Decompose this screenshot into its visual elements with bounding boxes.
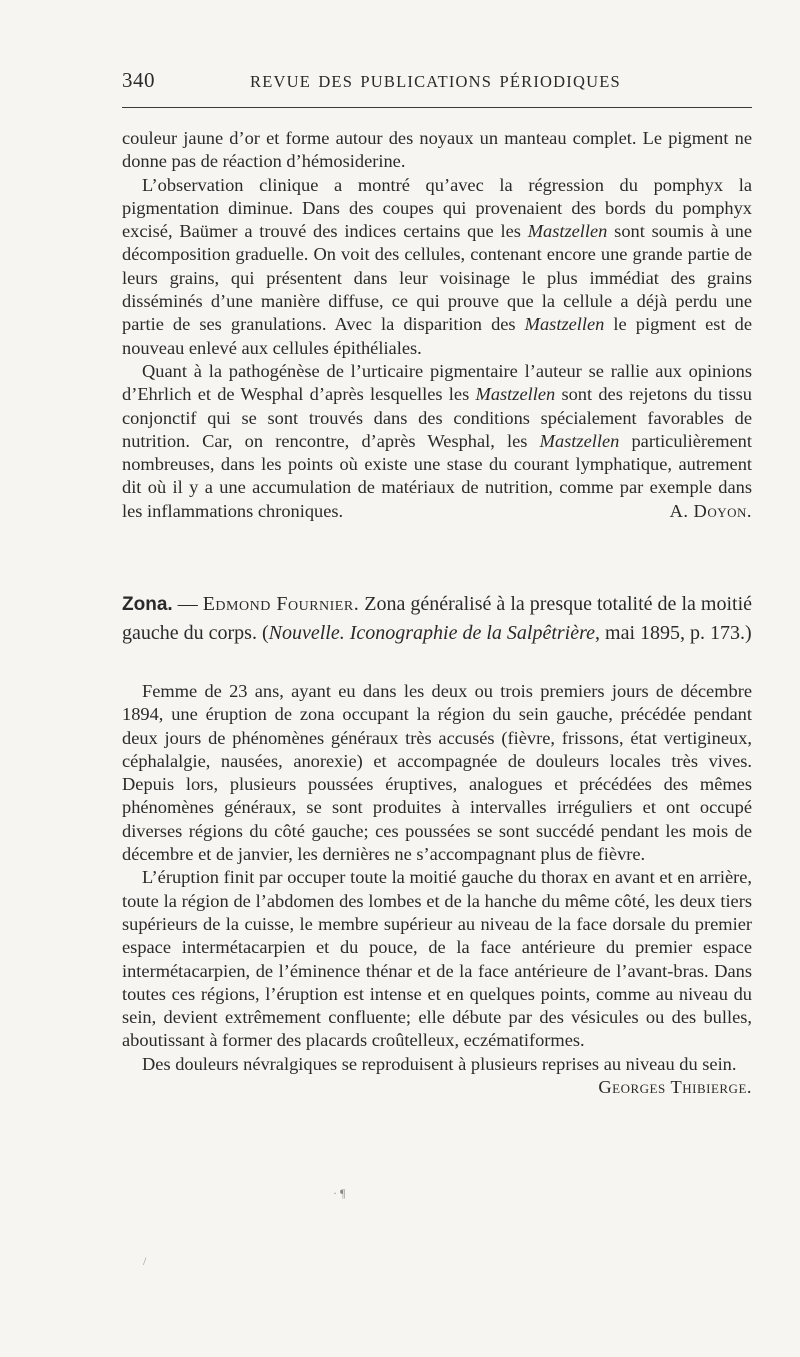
ink-speck: · ¶	[333, 1186, 346, 1200]
section-lead: Zona.	[122, 594, 173, 615]
source-journal: Nouvelle. Iconographie de la Salpêtrière	[268, 622, 596, 644]
page-number: 340	[122, 68, 155, 92]
paragraph: Quant à la pathogénèse de l’urticaire pigmentaire l’auteur se rallie aux opinions d’Ehrlich et de Wesphal d’après lesquelles les Mastzellen sont des rejetons du tissu conjonctif qui se sont trouvés dans des conditions spécialement favorables de nutrition. Car, on rencontre, d’après Wesphal, les Mastzellen particulièrement nombreuses, dans les points où existe une stase du courant lymphatique, autrement dit où il y a une accumulation de matériaux de nutrition, comme par exemple dans les inflammations chroniques. A. Doyon.	[122, 360, 752, 523]
paragraph: couleur jaune d’or et forme autour des noyaux un manteau complet. Le pigment ne donne pas de réaction d’hémosiderine.	[122, 128, 752, 172]
running-head	[122, 68, 752, 98]
paragraph: L’observation clinique a montré qu’avec la régression du pomphyx la pigmentation diminue. Dans des coupes qui provenaient des bords du pomphyx excisé, Baümer a trouvé des indices certains que les Mastzellen sont soumis à une décomposition graduelle. On voit des cellules, contenant encore une grande partie de leurs grains, qui présentent dans leur voisinage le plus immédiat des grains disséminés d’une manière diffuse, ce qui prouve que la cellule a déjà perdu une partie de ses granulations. Avec la disparition des Mastzellen le pigment est de nouveau enlevé aux cellules épithéliales.	[122, 174, 752, 358]
header-rule	[122, 107, 752, 108]
signature: A. Doyon.	[669, 500, 752, 521]
paragraph: L’éruption finit par occuper toute la moitié gauche du thorax en avant et en arrière, toute la région de l’abdomen des lombes et de la hanche du même côté, les deux tiers supérieurs de la cuisse, le membre supérieur au niveau de la face dorsale du premier espace intermétacarpien et du pouce, de la face antérieure du premier espace intermétacarpien, de l’éminence thénar et de la face antérieure de l’avant-bras. Dans toutes ces régions, l’éruption est intense et en quelques points, comme au niveau du sein, devient extrêmement confluente; elle débute par des vésicules ou des bulles, aboutissant à former des placards croûtelleux, eczématiformes.	[122, 867, 752, 1051]
paragraph: Des douleurs névralgiques se reproduisent à plusieurs reprises au niveau du sein. Georges Thibierge.	[122, 1053, 752, 1076]
article-urticaire-continuation	[122, 127, 752, 523]
article-zona-heading	[122, 590, 752, 647]
article-author: Edmond Fournier.	[202, 593, 360, 615]
journal-title: REVUE DES PUBLICATIONS PÉRIODIQUES	[250, 72, 621, 91]
paragraph: Femme de 23 ans, ayant eu dans les deux ou trois premiers jours de décembre 1894, une éruption de zona occupant la région du sein gauche, précédée pendant deux jours de phénomènes généraux très accusés (fièvre, frissons, état vertigineux, céphalalgie, nausées, anorexie) et accompagnée de douleurs locales très vives. Depuis lors, plusieurs poussées éruptives, analogues et précédées des mêmes phénomènes généraux, se sont produites à intervalles irréguliers et ont occupé diverses régions du côté gauche; ces poussées se sont succédé pendant les mois de décembre et de janvier, les dernières ne s’accompagnant plus de fièvre.	[122, 681, 752, 865]
article-zona-body	[122, 680, 752, 1099]
ink-speck: /	[143, 1254, 147, 1268]
signature: Georges Thibierge.	[598, 1077, 752, 1098]
article-heading: Zona. — Edmond Fournier. Zona généralisé à la presque totalité de la moitié gauche du corps. (Nouvelle. Iconographie de la Salpêtrière, mai 1895, p. 173.)	[122, 593, 753, 644]
